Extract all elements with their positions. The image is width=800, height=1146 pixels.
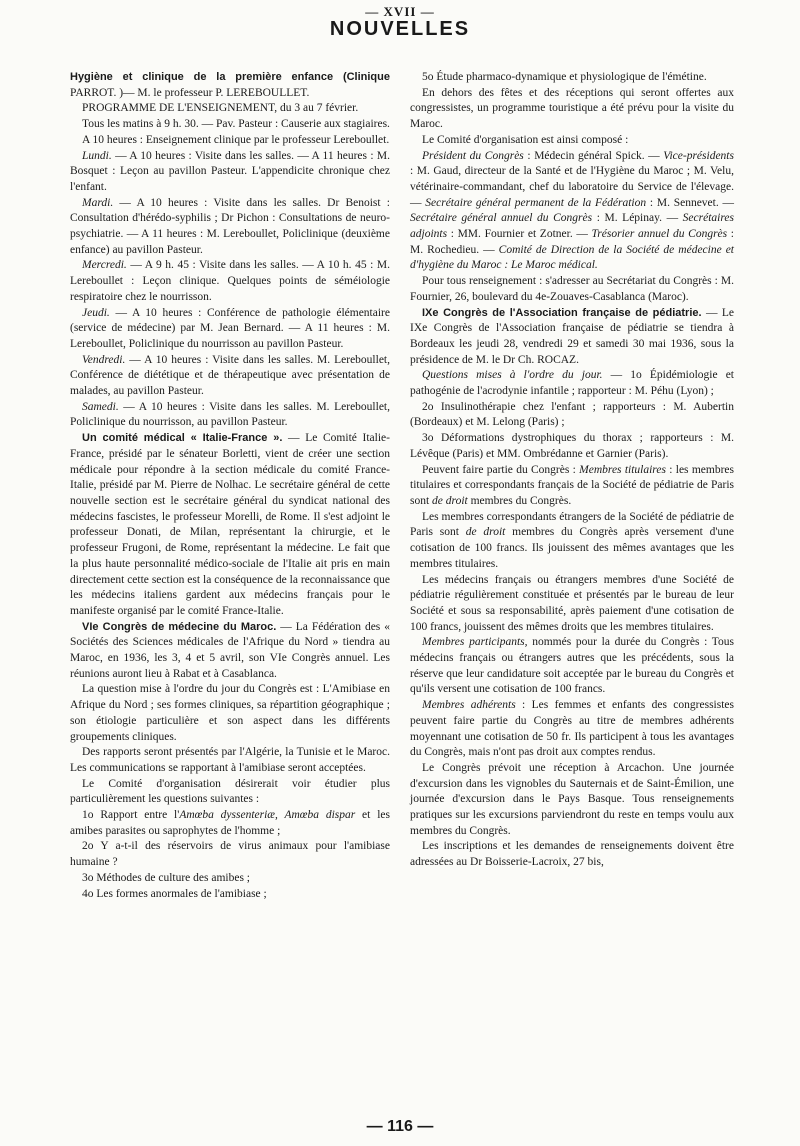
page-title: NOUVELLES [329, 18, 471, 40]
paragraph [410, 133, 734, 149]
paragraph [70, 353, 390, 400]
paragraph-text: Les inscriptions et les demandes de renseignements doivent être adressées au Dr Boisserie-Lacroix, 27 bis, [410, 840, 734, 869]
italic-text: Lundi. [82, 149, 112, 162]
paragraph [70, 101, 390, 117]
italic-text: Membres adhérents [422, 699, 516, 712]
paragraph [70, 871, 390, 887]
paragraph-text: — A 10 heures : Visite dans les salles. — A 11 heures : M. Bosquet : Leçon au pavillon Pasteur. L'appendicite chronique chez l'enfant. [70, 149, 390, 193]
paragraph-text: : M. Sennevet. — [646, 196, 734, 209]
paragraph [70, 133, 390, 149]
paragraph-text: 4o Les formes anormales de l'amibiase ; [82, 887, 267, 900]
paragraph-text: : M. Rochedieu. — [410, 228, 735, 256]
paragraph [410, 698, 734, 761]
italic-text: Samedi. [82, 400, 119, 413]
paragraph-text: : Les femmes et enfants des congressistes peuvent faire partie du Congrès au titre de membres adhérents moyennant une cotisation de 50 fr. Ils participent à tous les avantages du Congrès, mais n'ont pas droit aux comptes rendus. [410, 699, 734, 759]
italic-text: Comité de Direction de la Société de médecine et d'hygiène du Maroc : Le Maroc médical. [410, 243, 734, 272]
paragraph [70, 196, 390, 259]
paragraph-text: — A 10 heures : Conférence de pathologie élémentaire (service de médecine) par M. Jean Bernard. — A 11 heures : M. Lereboullet, Policlinique du nourrisson au pavillon Pasteur. [70, 306, 390, 350]
italic-text: Président du Congrès [422, 149, 524, 162]
italic-text: Trésorier annuel du Congrès [591, 228, 728, 241]
paragraph [410, 463, 734, 510]
paragraph-text: En dehors des fêtes et des réceptions qui seront offertes aux congressistes, un programme touristique a été prévu pour la visite du Maroc. [410, 86, 734, 131]
italic-text: Mardi. [82, 196, 114, 209]
paragraph [410, 839, 734, 870]
italic-text: Questions mises à l'ordre du jour. [422, 369, 603, 382]
paragraph-text: Le Comité d'organisation est ainsi composé : [422, 133, 629, 146]
paragraph-text: : MM. Fournier et Zotner. — [447, 228, 592, 241]
paragraph-text: A 10 heures : Enseignement clinique par le professeur Lereboullet. [82, 133, 390, 146]
italic-text: Jeudi. [82, 306, 110, 319]
paragraph [410, 368, 734, 399]
paragraph-text: Le Comité d'organisation désirerait voir étudier plus particulièrement les questions suivantes : [70, 777, 390, 806]
page-number: — 116 — [366, 1118, 434, 1135]
paragraph [410, 86, 734, 133]
right-column [410, 70, 734, 871]
paragraph-text: 2o Insulinothérapie chez l'enfant ; rapporteurs : M. Aubertin (Bordeaux) et M. Lelong (Paris) ; [410, 400, 734, 429]
italic-text: Secrétaire général permanent de la Fédération [425, 196, 647, 209]
paragraph-text: — A 10 heures : Visite dans les salles. M. Lereboullet, Conférence de diététique et de thérapeutique avec présentation de malades, au pavillon Pasteur. [70, 353, 390, 398]
paragraph-text: nommés pour la durée du Congrès : Tous médecins français ou étrangers autres que les précédents, sous la réserve que leur candidature soit acceptée par le bureau du Congrès et qu'ils versent une cotisation de 100 francs. [410, 636, 735, 696]
paragraph-text: Le Congrès prévoit une réception à Arcachon. Une journée d'excursion dans les vignobles du Sauternais et de Saint-Émilion, une journée d'excursion dans le Pays Basque. Tous renseignements pratiques sur les excursions parviendront du reste en temps voulu aux membres du Congrès. [410, 761, 734, 837]
paragraph-text: Les médecins français ou étrangers membres d'une Société de pédiatrie régulièrement constituée et présentés par le bureau de leur Société et sous sa responsabilité, après paiement d'une cotisation de 100 francs, jouissent des mêmes droits que les membres titulaires. [410, 573, 734, 633]
paragraph-text: — A 10 heures : Visite dans les salles. Dr Benoist : Consultation d'hérédo-syphilis ; Dr Pichon : Consultations de neuro-psychiatrie. — A 11 heures : M. Lereboullet, Policlinique (deuxième enfance) au pavillon Pasteur. [70, 196, 390, 256]
paragraph-text: La question mise à l'ordre du jour du Congrès est : L'Amibiase en Afrique du Nord ; ses formes cliniques, sa répartition géographique ; son étiologie particulière et son aspect dans les différents groupements cliniques. [70, 683, 390, 743]
paragraph [70, 306, 390, 353]
paragraph [410, 573, 734, 636]
paragraph [410, 635, 734, 698]
paragraph-text: : M. Lépinay. — [592, 212, 683, 225]
paragraph [70, 431, 390, 619]
paragraph-text: : Médecin général Spick. — [523, 149, 664, 162]
section-heading: VIe Congrès de médecine du Maroc. [82, 620, 277, 633]
paragraph [410, 431, 734, 462]
paragraph-text: 3o Déformations dystrophiques du thorax ; rapporteurs : M. Lévêque (Paris) et MM. Ombrédanne et Garnier (Paris). [410, 432, 734, 460]
paragraph [410, 70, 734, 86]
paragraph [70, 70, 390, 101]
italic-text: Secrétaires adjoints [410, 212, 734, 241]
italic-text: Membres titulaires [579, 463, 666, 476]
paragraph-text: Les membres correspondants étrangers de la Société de pédiatrie de Paris sont [410, 510, 734, 539]
paragraph-text: et les amibes parasites ou saprophytes de l'homme ; [70, 809, 390, 837]
paragraph-text: : M. Gaud, directeur de la Santé et de l'Hygiène du Maroc ; M. Velu, vétérinaire-commandant, chef du laboratoire du Service de l'élevage. — [410, 165, 734, 209]
paragraph [70, 117, 390, 133]
italic-text: de droit [432, 494, 468, 507]
left-column [70, 70, 390, 902]
paragraph [70, 400, 390, 431]
paragraph [70, 839, 390, 870]
section-heading: Hygiène et clinique de la première enfance (Clinique [70, 71, 390, 83]
paragraph-text: Tous les matins à 9 h. 30. — Pav. Pasteur : Causerie aux stagiaires. [82, 118, 390, 131]
paragraph-text: 2o Y a-t-il des réservoirs de virus animaux pour l'amibiase humaine ? [70, 840, 390, 869]
italic-text: Mercredi. [82, 259, 127, 272]
italic-text: Vendredi. [82, 353, 126, 366]
paragraph-text: — A 10 heures : Visite dans les salles. M. Lereboullet, Policlinique du nourrisson, au pavillon Pasteur. [70, 400, 390, 429]
paragraph-text: 1o Rapport entre l' [82, 809, 180, 822]
paragraph-text: — Le IXe Congrès de l'Association française de pédiatrie se tiendra à Bordeaux les jeudi 28, vendredi 29 et samedi 30 mai 1936, sous la présidence de M. le Dr Ch. ROCAZ. [410, 306, 734, 366]
paragraph [410, 400, 734, 431]
italic-text: Vice-présidents [663, 149, 734, 162]
paragraph [410, 274, 734, 305]
paragraph [70, 620, 390, 683]
paragraph-text: — A 9 h. 45 : Visite dans les salles. — A 10 h. 45 : M. Lereboullet : Leçon clinique. Quelques points de séméiologie respiratoire chez le nourrisson. [70, 259, 390, 303]
paragraph [410, 761, 734, 840]
paragraph-text: — La Fédération des « Sociétés des Sciences médicales de l'Afrique du Nord » tiendra au Maroc, en 1936, les 3, 4 et 5 avril, son VIe Congrès annuel. Les réunions auront lieu à Rabat et à Casablanca. [70, 620, 390, 680]
paragraph [410, 510, 734, 573]
paragraph [70, 808, 390, 839]
paragraph-text: PARROT. )— M. le professeur P. LEREBOULLET. [70, 86, 310, 99]
section-heading: Un comité médical « Italie-France ». [82, 432, 283, 445]
italic-text: Amœba dyssenteriæ, Amœba dispar [179, 809, 356, 822]
section-heading: IXe Congrès de l'Association française de pédiatrie. [422, 306, 702, 319]
paragraph-text: : les membres titulaires et correspondants français de la Société de pédiatrie de Paris sont [410, 463, 734, 507]
paragraph [70, 682, 390, 745]
italic-text: de droit [465, 526, 506, 539]
paragraph-text: — Le Comité Italie-France, présidé par le sénateur Borletti, vient de créer une section médicale pour répondre à la section médicale du comité France-Italie, présidé par M. Pierre de Nolhac. Le secrétaire général de cette nouvelle section est le secrétaire général du syndicat national des médecins fascistes, le professeur Morelli, de Rome. Il s'est adjoint le professeur Donati, de Milan, représentant la chirurgie, et le professeur Frugoni, de Rome, représentant la médecine. Le fait que la plus haute personnalité médico-sociale de l'Italie ait pris en main directement cette section est la conséquence de la reconnaissance que les médecins italiens gardent aux médecins français pour le manifeste organisé par le comité France-Italie. [70, 432, 390, 617]
section-number: — XVII — [365, 4, 435, 19]
paragraph-text: membres du Congrès. [467, 494, 572, 507]
paragraph-text: PROGRAMME DE L'ENSEIGNEMENT, du 3 au 7 février. [82, 102, 359, 115]
paragraph [70, 258, 390, 305]
paragraph [70, 777, 390, 808]
paragraph [70, 149, 390, 196]
paragraph-text: Peuvent faire partie du Congrès : [422, 463, 580, 476]
paragraph [410, 306, 734, 369]
italic-text: Secrétaire général annuel du Congrès [410, 212, 593, 225]
paragraph-text: — 1o Épidémiologie et pathogénie de l'acrodynie infantile ; rapporteur : M. Péhu (Lyon) ; [410, 369, 734, 398]
paragraph [70, 745, 390, 776]
italic-text: Membres participants, [422, 636, 528, 649]
paragraph-text: membres du Congrès après versement d'une cotisation de 100 francs. Ils jouissent des mêmes avantages que les membres titulaires. [410, 526, 735, 570]
paragraph [70, 887, 390, 903]
paragraph-text: Pour tous renseignement : s'adresser au Secrétariat du Congrès : M. Fournier, 26, boulevard du 4e-Zouaves-Casablanca (Maroc). [410, 275, 734, 303]
page-header [0, 4, 800, 41]
paragraph [410, 149, 734, 275]
paragraph-text: 5o Étude pharmaco-dynamique et physiologique de l'émétine. [422, 71, 707, 83]
paragraph-text: 3o Méthodes de culture des amibes ; [82, 871, 250, 884]
paragraph-text: Des rapports seront présentés par l'Algérie, la Tunisie et le Maroc. Les communications se rapportant à l'amibiase seront acceptées. [70, 746, 390, 774]
